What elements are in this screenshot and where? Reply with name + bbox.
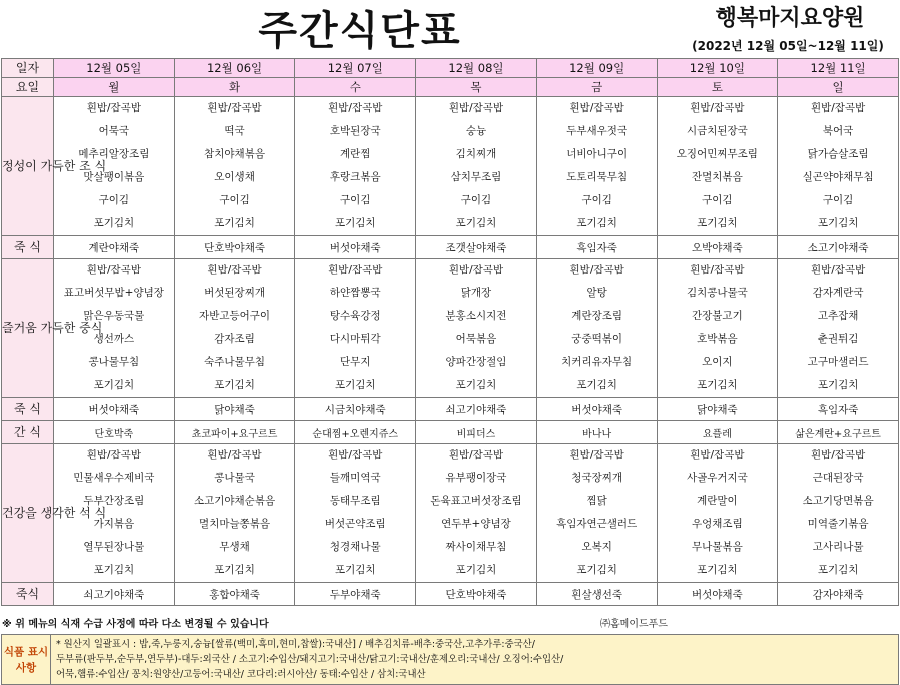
porridge-lunch-cell: 흑임자죽	[778, 398, 899, 421]
menu-item: 고구마샐러드	[807, 356, 869, 368]
date-cell: 12월 06일	[174, 59, 295, 78]
menu-item: 무생채	[219, 541, 250, 553]
menu-item: 포기김치	[455, 564, 497, 576]
menu-item: 실곤약야채무침	[802, 171, 874, 183]
menu-item: 오이생채	[214, 171, 255, 183]
menu-item: 민물새우수제비국	[73, 472, 155, 484]
snack-cell: 바나나	[536, 421, 657, 444]
menu-item: 포기김치	[93, 217, 135, 229]
menu-item: 잔멸치볶음	[692, 171, 743, 183]
menu-item: 유부팽이장국	[445, 472, 507, 484]
menu-item: 생선까스	[93, 333, 135, 345]
day-cell: 월	[54, 78, 175, 97]
porridge-morning-cell: 계란야채죽	[54, 236, 175, 259]
porridge-dinner-cell: 감자야채죽	[778, 583, 899, 606]
porridge-dinner-cell: 단호박야채죽	[416, 583, 537, 606]
menu-item: 후랑크볶음	[329, 171, 381, 183]
menu-item: 다시마튀각	[329, 333, 381, 345]
menu-item: 포기김치	[214, 217, 255, 229]
porridge-lunch-label: 죽 식	[2, 398, 54, 421]
day-cell: 토	[657, 78, 778, 97]
menu-item: 멸치마늘쫑볶음	[199, 518, 271, 530]
menu-item: 어묵볶음	[455, 333, 497, 345]
menu-item: 미역줄기볶음	[807, 518, 869, 530]
porridge-dinner-cell: 두부야채죽	[295, 583, 416, 606]
menu-item: 포기김치	[817, 564, 859, 576]
menu-item: 흰밥/잡곡밥	[690, 264, 745, 276]
breakfast-label: 정성이 가득한 조 식	[2, 97, 54, 236]
menu-item: 구이김	[460, 194, 492, 206]
lunch-cell	[536, 259, 657, 398]
menu-item: 도토리묵무침	[566, 171, 628, 183]
lunch-cell	[295, 259, 416, 398]
breakfast-cell	[295, 97, 416, 236]
porridge-morning-cell: 흑임자죽	[536, 236, 657, 259]
porridge-morning-cell: 단호박야채죽	[174, 236, 295, 259]
menu-item: 포기김치	[93, 564, 135, 576]
menu-item: 포기김치	[93, 379, 135, 391]
lunch-cell	[657, 259, 778, 398]
lunch-row	[2, 259, 899, 398]
organization-name: 행복마지요양원	[715, 6, 865, 31]
menu-item: 흰밥/잡곡밥	[86, 264, 141, 276]
menu-item: 감자계란국	[812, 287, 864, 299]
menu-item: 맑은우동국물	[83, 310, 145, 322]
food-labeling-box	[1, 634, 899, 685]
menu-item: 동태무조림	[329, 495, 381, 507]
date-row	[2, 59, 899, 78]
breakfast-cell	[536, 97, 657, 236]
dinner-cell	[174, 444, 295, 583]
company-name: ㈜홈메이드푸드	[600, 619, 668, 630]
menu-item: 콩나물국	[214, 472, 255, 484]
date-label: 일자	[2, 59, 54, 78]
date-cell: 12월 10일	[657, 59, 778, 78]
day-cell: 수	[295, 78, 416, 97]
porridge-lunch-row	[2, 398, 899, 421]
menu-item: 열무된장나물	[83, 541, 145, 553]
snack-cell: 순대찜+오렌지쥬스	[295, 421, 416, 444]
menu-item: 청국장찌개	[571, 472, 623, 484]
origin-line: 두부류(판두부,순두부,연두부)-대두:외국산 / 소고기:수입산/돼지고기:국내산/닭고기:국내산/훈제오리:국내산/ 오징어:수입산/	[56, 654, 564, 665]
menu-item: 고사리나물	[812, 541, 864, 553]
menu-item: 흰밥/잡곡밥	[328, 449, 383, 461]
porridge-lunch-cell: 버섯야채죽	[54, 398, 175, 421]
breakfast-row	[2, 97, 899, 236]
dinner-cell	[657, 444, 778, 583]
menu-item: 흰밥/잡곡밥	[448, 449, 504, 461]
origin-line: * 원산지 일괄표시 : 밥,죽,누룽지,숭늉[쌀류(백미,흑미,현미,찹쌀):국내산] / 배추김치류-배추:중국산,고추가루:중국산/	[56, 639, 535, 650]
menu-item: 구이김	[581, 194, 612, 206]
menu-item: 포기김치	[697, 379, 738, 391]
menu-item: 단무지	[340, 356, 371, 368]
menu-item: 흰밥/잡곡밥	[569, 264, 624, 276]
menu-period: (2022년 12월 05일~12월 11일)	[692, 39, 884, 53]
snack-row	[2, 421, 899, 444]
menu-item: 북어국	[822, 125, 854, 137]
menu-item: 김치콩나물국	[686, 287, 748, 299]
date-cell: 12월 07일	[295, 59, 416, 78]
menu-item: 구이김	[219, 194, 250, 206]
porridge-dinner-cell: 쇠고기야채죽	[54, 583, 175, 606]
porridge-morning-cell: 오박야채죽	[657, 236, 778, 259]
lunch-cell	[174, 259, 295, 398]
porridge-morning-cell: 버섯야채죽	[295, 236, 416, 259]
menu-item: 우엉채조림	[692, 518, 743, 530]
snack-cell: 단호박죽	[54, 421, 175, 444]
breakfast-cell	[174, 97, 295, 236]
menu-item: 자반고등어구이	[199, 310, 271, 322]
menu-item: 버섯된장찌개	[204, 287, 265, 299]
menu-item: 포기김치	[214, 564, 255, 576]
dinner-cell	[778, 444, 899, 583]
porridge-lunch-cell: 버섯야채죽	[536, 398, 657, 421]
origin-info	[56, 637, 892, 682]
dinner-label: 건강을 생각한 석 식	[2, 444, 54, 583]
menu-item: 탕수육강정	[329, 310, 381, 322]
menu-item: 메추리알장조림	[78, 148, 150, 160]
menu-item: 숙주나물무침	[204, 356, 265, 368]
menu-item: 들깨미역국	[329, 472, 381, 484]
menu-item: 닭개장	[460, 287, 492, 299]
menu-item: 계란장조림	[571, 310, 623, 322]
date-cell: 12월 09일	[536, 59, 657, 78]
day-label: 요일	[2, 78, 54, 97]
menu-item: 궁중떡볶이	[571, 333, 623, 345]
menu-item: 흰밥/잡곡밥	[328, 102, 383, 114]
menu-item: 포기김치	[576, 217, 617, 229]
snack-cell: 요플레	[657, 421, 778, 444]
menu-item: 참치야채볶음	[204, 148, 265, 160]
porridge-morning-label: 죽 식	[2, 236, 54, 259]
menu-item: 춘권튀김	[817, 333, 859, 345]
menu-item: 고추잡채	[817, 310, 859, 322]
breakfast-cell	[416, 97, 537, 236]
food-labeling-label: 식품 표시사항	[2, 635, 51, 684]
menu-item: 사골우거지국	[686, 472, 748, 484]
porridge-dinner-cell: 버섯야채죽	[657, 583, 778, 606]
snack-label: 간 식	[2, 421, 54, 444]
menu-item: 가지볶음	[93, 518, 135, 530]
lunch-cell	[778, 259, 899, 398]
menu-item: 포기김치	[697, 564, 738, 576]
day-cell: 일	[778, 78, 899, 97]
menu-item: 흰밥/잡곡밥	[86, 102, 141, 114]
menu-item: 포기김치	[214, 379, 255, 391]
menu-item: 시금치된장국	[686, 125, 748, 137]
menu-item: 맛살팽이볶음	[83, 171, 145, 183]
snack-cell: 삶은계란+요구르트	[778, 421, 899, 444]
menu-item: 흰밥/잡곡밥	[569, 102, 624, 114]
menu-item: 청경채나물	[329, 541, 381, 553]
menu-item: 두부간장조림	[83, 495, 145, 507]
menu-item: 포기김치	[817, 379, 859, 391]
date-cell: 12월 08일	[416, 59, 537, 78]
menu-item: 닭가슴살조림	[807, 148, 869, 160]
menu-item: 흰밥/잡곡밥	[207, 264, 262, 276]
porridge-lunch-cell: 닭야채죽	[657, 398, 778, 421]
menu-item: 흰밥/잡곡밥	[328, 264, 383, 276]
menu-item: 흰밥/잡곡밥	[86, 449, 141, 461]
breakfast-cell	[657, 97, 778, 236]
menu-item: 근대된장국	[812, 472, 864, 484]
menu-item: 포기김치	[455, 217, 497, 229]
menu-item: 계란찜	[340, 148, 371, 160]
menu-item: 무나물볶음	[692, 541, 743, 553]
dinner-cell	[416, 444, 537, 583]
menu-item: 오이지	[702, 356, 733, 368]
dinner-row	[2, 444, 899, 583]
lunch-label: 즐거움 가득한 중식	[2, 259, 54, 398]
date-cell: 12월 11일	[778, 59, 899, 78]
menu-item: 김치찌개	[455, 148, 497, 160]
day-cell: 화	[174, 78, 295, 97]
breakfast-cell	[778, 97, 899, 236]
menu-item: 흰밥/잡곡밥	[207, 449, 262, 461]
menu-item: 포기김치	[334, 564, 376, 576]
menu-item: 포기김치	[817, 217, 859, 229]
porridge-lunch-cell: 쇠고기야채죽	[416, 398, 537, 421]
page-title: 주간식단표	[258, 8, 462, 54]
menu-item: 콩나물무침	[88, 356, 140, 368]
menu-item: 양파간장절임	[445, 356, 507, 368]
day-cell: 금	[536, 78, 657, 97]
menu-item: 포기김치	[697, 217, 738, 229]
menu-item: 구이김	[98, 194, 130, 206]
menu-item: 구이김	[340, 194, 371, 206]
porridge-dinner-cell: 흰살생선죽	[536, 583, 657, 606]
snack-cell: 비피더스	[416, 421, 537, 444]
menu-item: 알탕	[586, 287, 607, 299]
menu-item: 흰밥/잡곡밥	[690, 102, 745, 114]
menu-item: 포기김치	[455, 379, 497, 391]
lunch-cell	[416, 259, 537, 398]
porridge-dinner-label: 죽식	[2, 583, 54, 606]
menu-item: 두부새우젓국	[566, 125, 628, 137]
porridge-morning-cell: 조갯살야채죽	[416, 236, 537, 259]
menu-item: 짜사이채무침	[445, 541, 507, 553]
menu-item: 떡국	[224, 125, 245, 137]
porridge-lunch-cell: 시금치야채죽	[295, 398, 416, 421]
menu-item: 오복지	[581, 541, 612, 553]
menu-item: 계란말이	[697, 495, 738, 507]
menu-item: 삼치무조림	[450, 171, 502, 183]
menu-item: 하얀짬뽕국	[329, 287, 381, 299]
menu-item: 흰밥/잡곡밥	[207, 102, 262, 114]
menu-item: 흰밥/잡곡밥	[448, 102, 504, 114]
menu-item: 소고기야채순볶음	[193, 495, 276, 507]
menu-item: 버섯곤약조림	[324, 518, 386, 530]
day-cell: 목	[416, 78, 537, 97]
menu-item: 분홍소시지전	[445, 310, 507, 322]
menu-item: 어묵국	[98, 125, 130, 137]
menu-item: 감자조림	[214, 333, 255, 345]
menu-item: 연두부+양념장	[441, 518, 511, 530]
menu-item: 표고버섯무밥+양념장	[63, 287, 164, 299]
menu-item: 소고기당면볶음	[802, 495, 874, 507]
menu-item: 흰밥/잡곡밥	[810, 449, 866, 461]
menu-item: 숭늉	[465, 125, 487, 137]
menu-item: 흰밥/잡곡밥	[448, 264, 504, 276]
porridge-dinner-row	[2, 583, 899, 606]
porridge-morning-cell: 소고기야채죽	[778, 236, 899, 259]
menu-item: 포기김치	[576, 564, 617, 576]
menu-item: 포기김치	[576, 379, 617, 391]
menu-item: 너비아니구이	[566, 148, 628, 160]
dinner-cell	[295, 444, 416, 583]
menu-item: 흰밥/잡곡밥	[810, 264, 866, 276]
menu-item: 구이김	[822, 194, 854, 206]
day-row	[2, 78, 899, 97]
porridge-dinner-cell: 홍합야채죽	[174, 583, 295, 606]
change-notice: ※ 위 메뉴의 식재 수급 사정에 따라 다소 변경될 수 있습니다	[2, 619, 269, 630]
menu-item: 호박볶음	[697, 333, 738, 345]
date-cell: 12월 05일	[54, 59, 175, 78]
menu-item: 포기김치	[334, 379, 376, 391]
menu-item: 흰밥/잡곡밥	[810, 102, 866, 114]
menu-item: 흰밥/잡곡밥	[690, 449, 745, 461]
menu-item: 구이김	[702, 194, 733, 206]
menu-item: 포기김치	[334, 217, 376, 229]
snack-cell: 쵸코파이+요구르트	[174, 421, 295, 444]
weekly-menu-table	[1, 58, 899, 606]
porridge-morning-row	[2, 236, 899, 259]
menu-item: 돈육표고버섯장조림	[430, 495, 522, 507]
menu-item: 오징어민찌무조림	[676, 148, 758, 160]
menu-item: 찜닭	[586, 495, 607, 507]
dinner-cell	[536, 444, 657, 583]
menu-item: 간장불고기	[692, 310, 743, 322]
porridge-lunch-cell: 닭야채죽	[174, 398, 295, 421]
menu-item: 치커리유자무침	[561, 356, 633, 368]
menu-item: 흑임자연근샐러드	[556, 518, 638, 530]
origin-line: 어묵,햄류:수입산/ 꽁치:원양산/고등어:국내산/ 코다리:러시아산/ 동태:수입산 / 삼치:국내산	[56, 669, 426, 680]
menu-item: 흰밥/잡곡밥	[569, 449, 624, 461]
menu-item: 호박된장국	[329, 125, 381, 137]
